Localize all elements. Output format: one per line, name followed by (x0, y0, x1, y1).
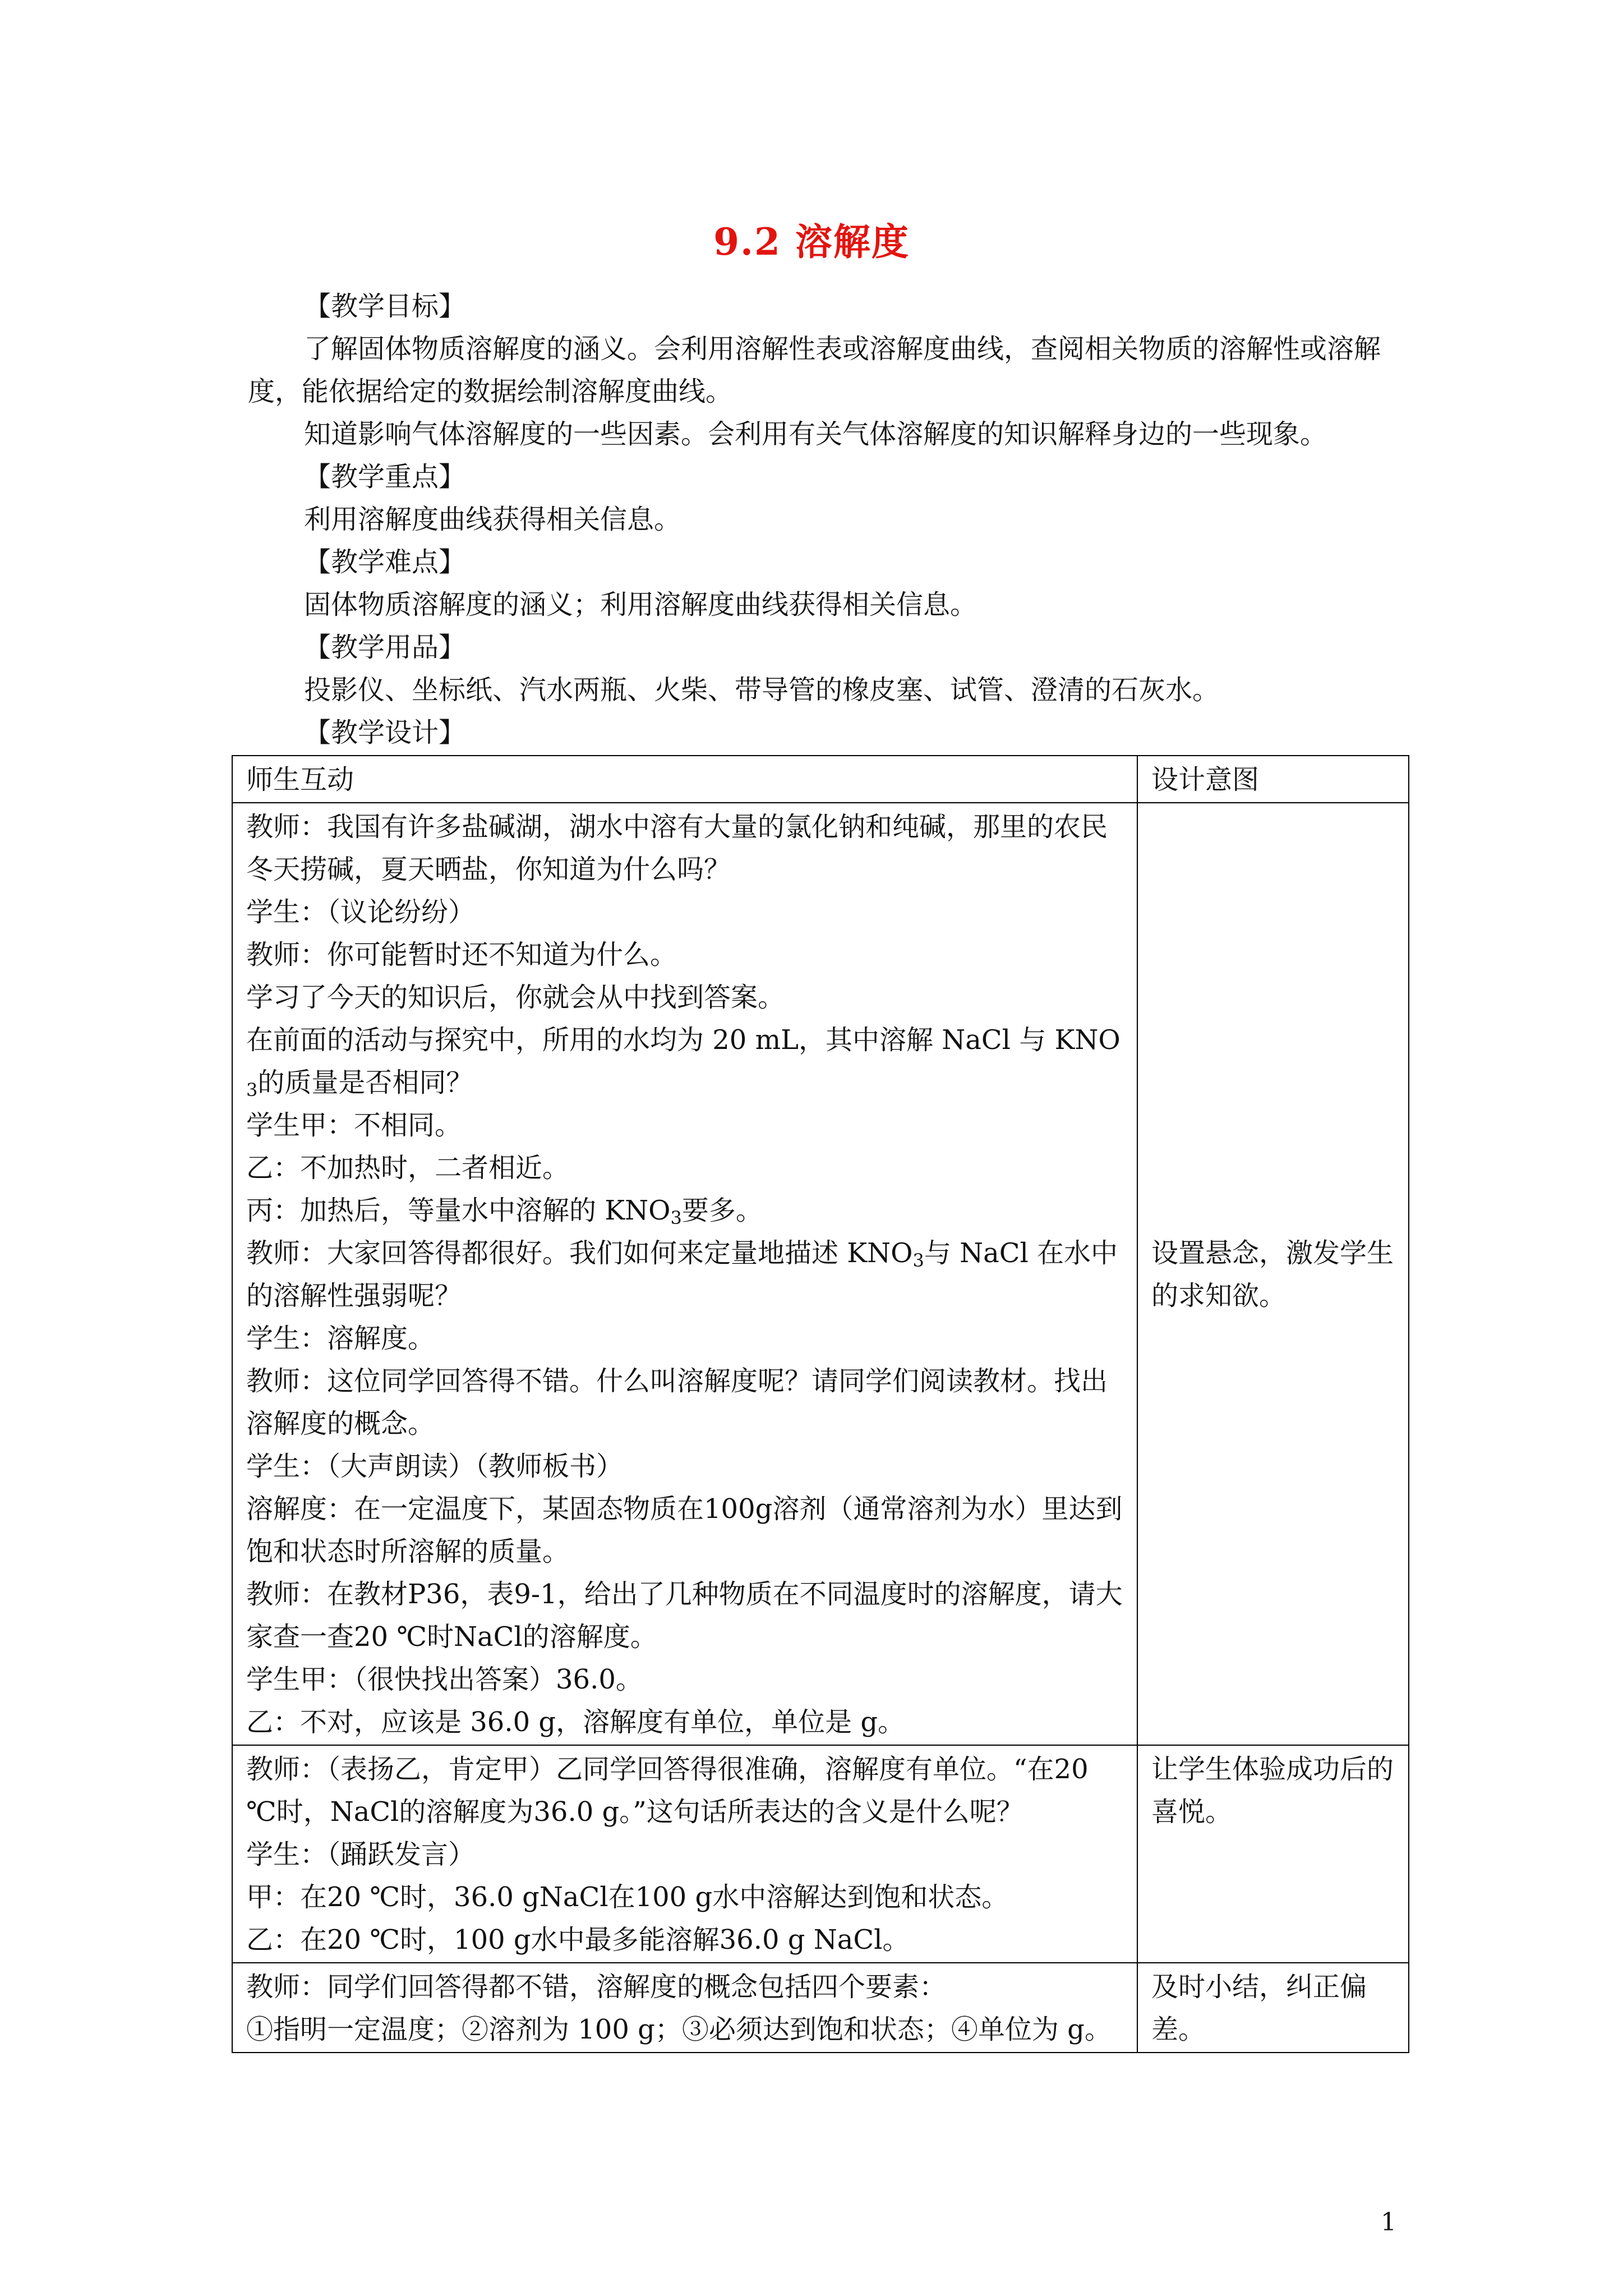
dialogue-line: 学生：溶解度。 (246, 1323, 435, 1354)
section-heading-key-points: 【教学重点】 (304, 461, 466, 493)
header-intent: 设计意图 (1137, 756, 1409, 803)
page-number: 1 (1381, 2208, 1396, 2237)
dialogue-line: 乙：不加热时，二者相近。 (246, 1152, 570, 1184)
dialogue-line: ①指明一定温度；②溶剂为 100 g；③必须达到饱和状态；④单位为 g。 (246, 2014, 1112, 2045)
dialogue-line: 学生：（大声朗读）（教师板书） (246, 1451, 624, 1482)
dialogue-line: 乙：不对，应该是 36.0 g，溶解度有单位，单位是 g。 (246, 1706, 905, 1738)
dialogue-line: 甲：在20 ℃时，36.0 gNaCl在100 g水中溶解达到饱和状态。 (246, 1881, 1009, 1913)
teaching-design-table (232, 755, 1409, 2053)
section-heading-design: 【教学设计】 (304, 717, 466, 748)
goal-paragraph-1: 了解固体物质溶解度的涵义。会利用溶解性表或溶解度曲线，查阅相关物质的溶解性或溶解度，能依据给定的数据绘制溶解度曲线。 (248, 333, 1381, 407)
tools-text: 投影仪、坐标纸、汽水两瓶、火柴、带导管的橡皮塞、试管、澄清的石灰水。 (304, 674, 1220, 706)
dialogue-line: 教师：（表扬乙，肯定甲）乙同学回答得很准确，溶解度有单位。“在20 ℃时，NaCl的溶解度为36.0 g。”这句话所表达的含义是什么呢？ (246, 1754, 1089, 1828)
dialogue-line: 学生：（议论纷纷） (246, 896, 476, 928)
interaction-cell (232, 1963, 1137, 2053)
interaction-cell (232, 1745, 1137, 1963)
section-heading-difficulties: 【教学难点】 (304, 546, 466, 578)
key-points-text: 利用溶解度曲线获得相关信息。 (304, 504, 681, 535)
intro-section (248, 285, 1398, 754)
intent-cell: 让学生体验成功后的喜悦。 (1137, 1745, 1409, 1963)
section-heading-tools: 【教学用品】 (304, 632, 466, 663)
dialogue-line: 教师：在教材P36，表9-1，给出了几种物质在不同温度时的溶解度，请大家查一查20 ℃时NaCl的溶解度。 (246, 1579, 1123, 1653)
dialogue-line: 溶解度：在一定温度下，某固态物质在100g溶剂（通常溶剂为水）里达到饱和状态时所溶解的质量。 (246, 1493, 1123, 1567)
dialogue-line: 学生甲：不相同。 (246, 1110, 462, 1141)
dialogue-line: 丙：加热后，等量水中溶解的 $KNO_3$要多。 (246, 1195, 763, 1228)
header-interaction: 师生互动 (232, 756, 1137, 803)
table-header-row (232, 756, 1409, 803)
page-title: 9.2 溶解度 (713, 220, 910, 264)
dialogue-line: 教师：大家回答得都很好。我们如何来定量地描述 $KNO_3$与 NaCl 在水中的溶解性强弱呢？ (246, 1237, 1118, 1312)
intent-cell: 及时小结，纠正偏差。 (1137, 1963, 1409, 2053)
difficulties-text: 固体物质溶解度的涵义；利用溶解度曲线获得相关信息。 (304, 589, 978, 620)
dialogue-line: 学生：（踊跃发言） (246, 1839, 476, 1870)
table-row (232, 1745, 1409, 1963)
dialogue-line: 教师：你可能暂时还不知道为什么。 (246, 939, 677, 970)
dialogue-line: 教师：这位同学回答得不错。什么叫溶解度呢？请同学们阅读教材。找出溶解度的概念。 (246, 1365, 1108, 1439)
table-row (232, 1963, 1409, 2053)
section-heading-goals: 【教学目标】 (304, 291, 466, 322)
interaction-cell (232, 803, 1137, 1745)
dialogue-line: 学习了今天的知识后，你就会从中找到答案。 (246, 982, 785, 1013)
goal-paragraph-2: 知道影响气体溶解度的一些因素。会利用有关气体溶解度的知识解释身边的一些现象。 (304, 418, 1327, 450)
dialogue-line: 乙：在20 ℃时，100 g水中最多能溶解36.0 g NaCl。 (246, 1924, 910, 1955)
dialogue-line: 教师：我国有许多盐碱湖，湖水中溶有大量的氯化钠和纯碱，那里的农民冬天捞碱，夏天晒盐，你知道为什么吗？ (246, 811, 1108, 885)
dialogue-line: 教师：同学们回答得都不错，溶解度的概念包括四个要素： (246, 1971, 947, 2003)
dialogue-line: 在前面的活动与探究中，所用的水均为 20 mL，其中溶解 NaCl 与 $KNO_3$的质量是否相同？ (246, 1024, 1121, 1101)
table-row (232, 803, 1409, 1745)
dialogue-line: 学生甲：（很快找出答案）36.0。 (246, 1664, 643, 1695)
intent-cell: 设置悬念，激发学生的求知欲。 (1137, 803, 1409, 1745)
